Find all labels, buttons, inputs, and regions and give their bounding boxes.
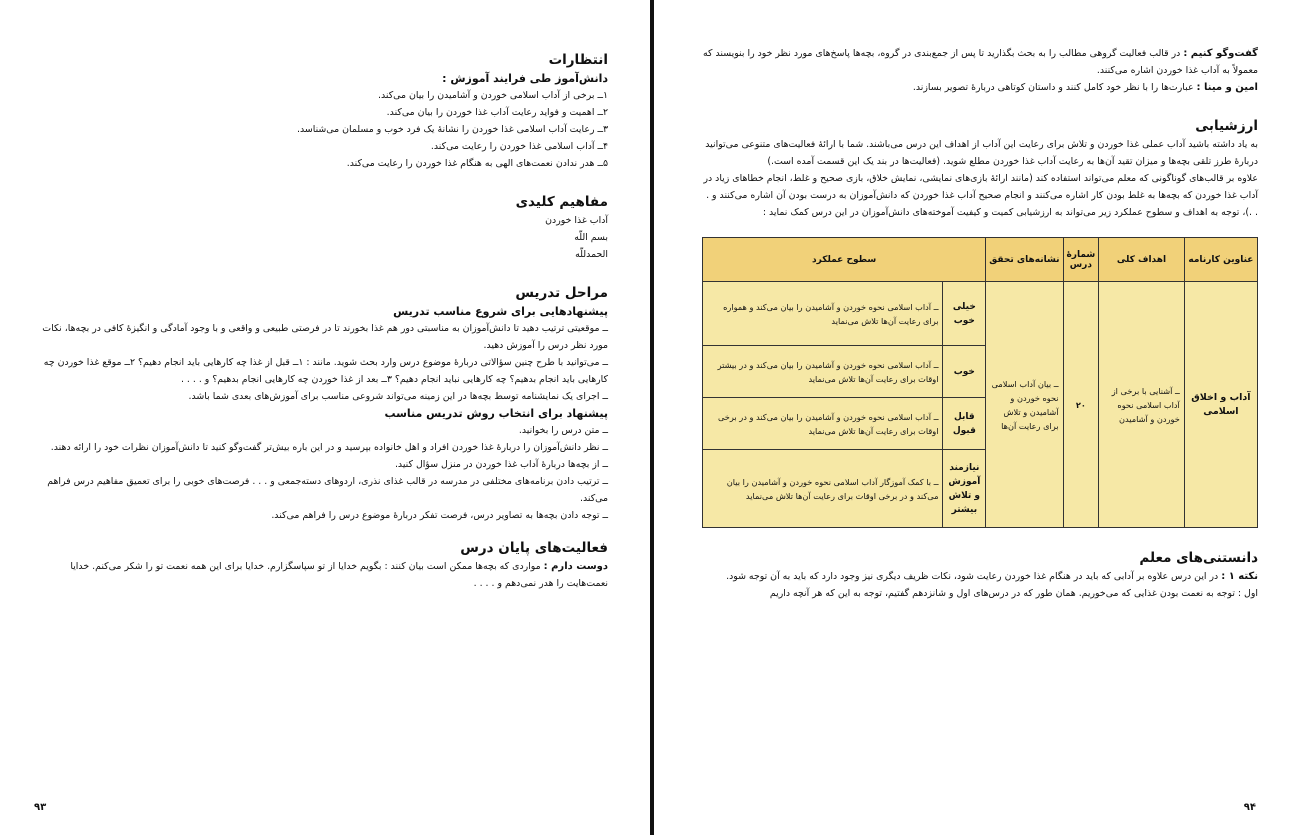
teacher-note-lead: نکته ۱ : xyxy=(1221,571,1258,582)
table-header-row xyxy=(703,238,1258,282)
col-performance-levels: سطوح عملکرد xyxy=(703,238,986,282)
lesson-number-cell: ۲۰ xyxy=(1063,282,1099,528)
level-cell: قابل قبول xyxy=(943,398,986,450)
page-number: ۹۴ xyxy=(1243,802,1256,813)
level-cell: نیازمند آموزش و تلاش بیشتر xyxy=(943,450,986,528)
final-activities-body: مواردی که بچه‌ها ممکن است بیان کنند : بگویم خدایا از تو سپاسگزارم. خدایا برای این همه نعمت تو را شکر می‌کنم. خدایا نعمت‌هایت را هدر نمی‌دهم و . . . . xyxy=(70,561,608,589)
evaluation-paragraph-2: علاوه بر قالب‌های گوناگونی که معلم می‌تواند استفاده کند (مانند ارائهٔ بازی‌های نمایشی، نمایش خلاق، بازی صحیح و غلط، انجام خطاهای زیاد در آداب غذا خوردن که بچه‌ها به غلط بودن کار اشاره می‌کنند و انجام صحیح آداب غذا خوردن که دانش‌آموزان به درست بودن آن اشاره می‌کنند و . . .)، توجه به اهداف و سطوح عملکرد زیر می‌تواند به ارزشیابی کمیت و کیفیت آموخته‌های دانش‌آموزان در این درس کمک نماید : xyxy=(703,173,1258,218)
discuss-paragraph xyxy=(702,45,1258,79)
discuss-body: در قالب فعالیت گروهی مطالب را به بحث بگذارید تا پس از جمع‌بندی در گروه، بچه‌ها پاسخ‌های مورد نظر خود را بنویسند که معمولاً به آداب غذا خوردن اشاره می‌کنند. xyxy=(703,48,1258,76)
level-cell: خوب xyxy=(943,346,986,398)
teacher-notes-title: دانستنی‌های معلم xyxy=(1139,550,1258,566)
key-concepts-list xyxy=(34,212,608,263)
teacher-note-body: در این درس علاوه بر آدابی که باید در هنگام غذا خوردن رعایت شود، نکات ظریف دیگری نیز وجود دارد که باید به آن توجه شود. xyxy=(726,571,1222,582)
level-cell: خیلی خوب xyxy=(943,282,986,346)
page-93-content xyxy=(34,50,608,592)
final-activities-text xyxy=(34,558,608,592)
paragraph: ــ متن درس را بخوانید. xyxy=(518,425,608,436)
list-item: ۱ــ برخی از آداب اسلامی خوردن و آشامیدن را بیان می‌کند. xyxy=(377,90,608,101)
list-item: ۳ــ رعایت آداب اسلامی غذا خوردن را نشانهٔ یک فرد خوب و مسلمان می‌شناسد. xyxy=(296,124,608,135)
page-number: ۹۳ xyxy=(34,802,47,813)
page-94-content xyxy=(702,45,1258,602)
indicator-cell: ــ بیان آداب اسلامی نحوه خوردن و آشامیدن و تلاش برای رعایت آن‌ها xyxy=(986,282,1063,528)
paragraph: ــ ترتیب دادن برنامه‌های مختلفی در مدرسه در قالب غذای نذری، اردوهای دسته‌جمعی و . . . فرصت‌های خوبی را برای تعمیق مفاهیم درس فراهم می‌کند. xyxy=(47,476,608,504)
expectations-subtitle: دانش‌آموز طی فرایند آموزش : xyxy=(442,72,608,85)
list-item: آداب غذا خوردن xyxy=(545,215,608,226)
start-suggestions-title: پیشنهادهایی برای شروع مناسب تدریس xyxy=(393,305,608,318)
list-item: الحمدللّه xyxy=(575,249,608,260)
table-row xyxy=(703,282,1258,346)
page-divider xyxy=(650,0,654,835)
level-description-cell: ــ آداب اسلامی نحوه خوردن و آشامیدن را بیان می‌کند و در برخی اوقات برای رعایت آن‌ها تلاش می‌نماید xyxy=(703,398,943,450)
level-description-cell: ــ آداب اسلامی نحوه خوردن و آشامیدن را بیان می‌کند و در بیشتر اوقات برای رعایت آن‌ها تلاش می‌نماید xyxy=(703,346,943,398)
paragraph: ــ از بچه‌ها دربارهٔ آداب غذا خوردن در منزل سؤال کنید. xyxy=(394,459,608,470)
paragraph: ــ نظر دانش‌آموزان را دربارهٔ غذا خوردن افراد و اهل خانواده بپرسید و در این باره بیش‌تر گفت‌وگو کنید تا دانش‌آموزان نظرات خود را ارائه دهند. xyxy=(50,442,608,453)
final-activities-title: فعالیت‌های پایان درس xyxy=(460,540,608,556)
list-item: ۲ــ اهمیت و فواید رعایت آداب غذا خوردن را بیان می‌کند. xyxy=(386,107,608,118)
evaluation-table xyxy=(702,237,1258,528)
teaching-steps-title: مراحل تدریس xyxy=(515,285,608,301)
expectations-title: انتظارات xyxy=(548,52,608,68)
level-description-cell: ــ با کمک آموزگار آداب اسلامی نحوه خوردن و آشامیدن را بیان می‌کند و در برخی اوقات برای رعایت آن‌ها تلاش می‌نماید xyxy=(703,450,943,528)
col-report-title: عناوین کارنامه xyxy=(1184,238,1257,282)
paragraph: ــ توجه دادن بچه‌ها به تصاویر درس، فرصت تفکر دربارهٔ موضوع درس را فراهم می‌کند. xyxy=(271,510,608,521)
final-activities-lead: دوست دارم : xyxy=(543,561,608,572)
page-94 xyxy=(656,0,1300,835)
method-suggestions-title: پیشنهاد برای انتخاب روش تدریس مناسب xyxy=(384,407,608,420)
teacher-note-2: اول : توجه به نعمت بودن غذایی که می‌خوریم. همان طور که در درس‌های اول و شانزدهم گفتیم، توجه به این که هر آنچه داریم xyxy=(769,588,1258,599)
col-indicators: نشانه‌های تحقق xyxy=(986,238,1063,282)
general-goal-cell: ــ آشنایی با برخی از آداب اسلامی نحوه خوردن و آشامیدن xyxy=(1099,282,1185,528)
report-title-cell: آداب و اخلاق اسلامی xyxy=(1184,282,1257,528)
level-description-cell: ــ آداب اسلامی نحوه خوردن و آشامیدن را بیان می‌کند و همواره برای رعایت آن‌ها تلاش می‌نماید xyxy=(703,282,943,346)
paragraph: ــ می‌توانید با طرح چنین سؤالاتی دربارهٔ موضوع درس وارد بحث شوید. مانند : ۱ــ قبل از غذا چه کارهایی باید انجام دهیم؟ ۲ــ موقع غذا خوردن چه کارهایی باید انجام بدهیم؟ چه کارهایی نباید انجام دهیم؟ ۳ــ بعد از غذا خوردن چه کارهایی انجام بدهیم؟ و . . . . xyxy=(43,357,608,385)
col-general-goals: اهداف کلی xyxy=(1099,238,1185,282)
key-concepts-title: مفاهیم کلیدی xyxy=(515,194,608,210)
paragraph: ــ اجرای یک نمایشنامه توسط بچه‌ها در این زمینه می‌تواند شروعی مناسب برای آموزش‌های بعدی شما باشد. xyxy=(188,391,608,402)
evaluation-title: ارزشیابی xyxy=(1195,118,1258,134)
expectations-list xyxy=(34,87,608,172)
teacher-note-1 xyxy=(702,568,1258,585)
list-item: ۴ــ آداب اسلامی غذا خوردن را رعایت می‌کند. xyxy=(430,141,608,152)
discuss-lead: گفت‌وگو کنیم : xyxy=(1183,48,1258,59)
paragraph: ــ موقعیتی ترتیب دهید تا دانش‌آموزان به مناسبتی دور هم غذا بخورند تا در فرصتی طبیعی و واقعی و با وجود آمادگی و انگیزهٔ کافی در بچه‌ها، نکات مورد نظر درس را آموزش دهید. xyxy=(42,323,608,351)
amin-mina-lead: امین و مینا : xyxy=(1196,82,1258,93)
evaluation-paragraph-1: به یاد داشته باشید آداب عملی غذا خوردن و تلاش برای رعایت این آداب از اهداف این درس می‌باشند. شما با ارائهٔ فعالیت‌های متنوعی می‌توانید دربارهٔ طرز تلقی بچه‌ها و میزان تقید آن‌ها به رعایت آداب غذا خوردن مطلع شوید. (فعالیت‌ها در بند یک این قسمت آمده است.) xyxy=(705,139,1258,167)
amin-mina-paragraph xyxy=(702,79,1258,96)
amin-mina-body: عبارت‌ها را با نظر خود کامل کنند و داستان کوتاهی دربارهٔ تصویر بسازند. xyxy=(912,82,1197,93)
list-item: ۵ــ هدر ندادن نعمت‌های الهی به هنگام غذا خوردن را رعایت می‌کند. xyxy=(346,158,608,169)
col-lesson-number: شمارهٔ درس xyxy=(1063,238,1099,282)
list-item: بسم اللّه xyxy=(574,232,608,243)
